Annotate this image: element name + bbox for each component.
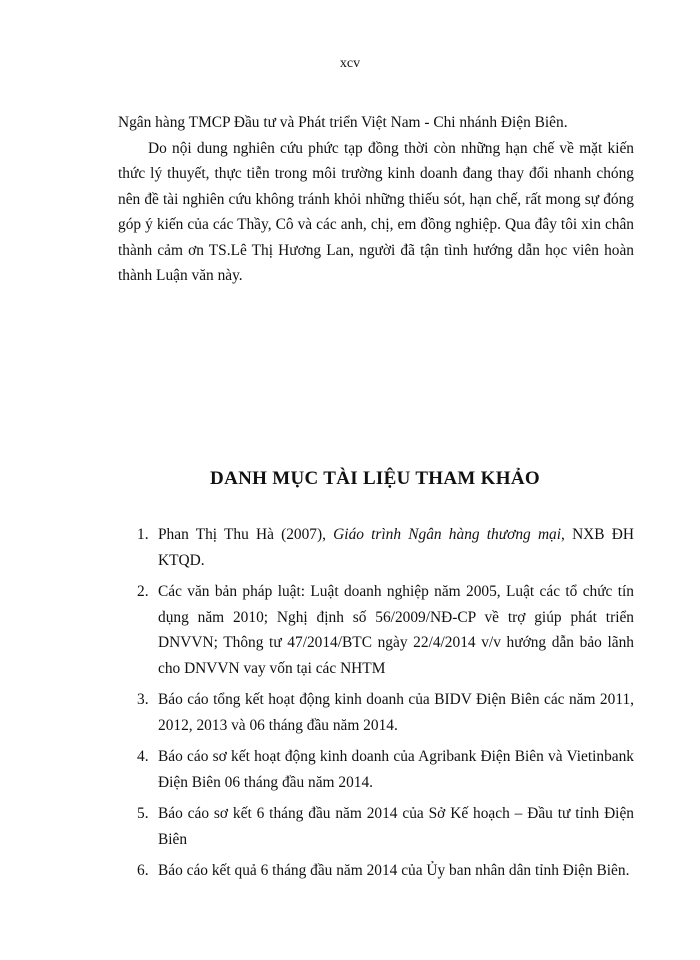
- reference-item-6: [128, 858, 634, 884]
- reference-item-5: [128, 801, 634, 852]
- reference-text: Báo cáo tổng kết hoạt động kinh doanh của BIDV Điện Biên các năm 2011, 2012, 2013 và 06 tháng đầu năm 2014.: [158, 691, 634, 734]
- reference-item-1: [128, 522, 634, 573]
- reference-text: Báo cáo kết quả 6 tháng đầu năm 2014 của Ủy ban nhân dân tỉnh Điện Biên.: [158, 862, 630, 879]
- reference-author-year: Phan Thị Thu Hà (2007),: [158, 526, 334, 543]
- intro-line-1: Ngân hàng TMCP Đầu tư và Phát triển Việt Nam - Chi nhánh Điện Biên.: [118, 114, 568, 131]
- reference-number: 4.: [137, 748, 149, 765]
- reference-text: Báo cáo sơ kết 6 tháng đầu năm 2014 của Sở Kế hoạch – Đầu tư tỉnh Điện Biên: [158, 805, 634, 848]
- reference-text: Các văn bản pháp luật: Luật doanh nghiệp năm 2005, Luật các tổ chức tín dụng năm 2010; Nghị định số 56/2009/NĐ-CP về trợ giúp phát triển DNVVN; Thông tư 47/2014/BTC ngày 22/4/2014 v/v hướng dẫn bảo lãnh cho DNVVN vay vốn tại các NHTM: [158, 583, 634, 677]
- reference-number: 6.: [137, 862, 149, 879]
- reference-item-2: [128, 579, 634, 681]
- intro-text: [118, 110, 634, 289]
- reference-number: 5.: [137, 805, 149, 822]
- reference-number: 2.: [137, 583, 149, 600]
- references-heading: DANH MỤC TÀI LIỆU THAM KHẢO: [210, 468, 540, 489]
- reference-book-title: Giáo trình Ngân hàng thương mại: [333, 526, 562, 543]
- reference-publisher: , NXB ĐH KTQD.: [158, 526, 634, 569]
- reference-list: [128, 522, 634, 890]
- page-number: xcv: [339, 56, 361, 71]
- reference-number: 1.: [137, 526, 149, 543]
- reference-item-4: [128, 744, 634, 795]
- reference-text: Báo cáo sơ kết hoạt động kinh doanh của Agribank Điện Biên và Vietinbank Điện Biên 06 tháng đầu năm 2014.: [158, 748, 634, 791]
- reference-item-3: [128, 687, 634, 738]
- intro-paragraph-2: Do nội dung nghiên cứu phức tạp đồng thời còn những hạn chế về mặt kiến thức lý thuyết, thực tiễn trong môi trường kinh doanh đang thay đổi nhanh chóng nên đề tài nghiên cứu không tránh khỏi những thiếu sót, hạn chế, rất mong sự đóng góp ý kiến của các Thầy, Cô và các anh, chị, em đồng nghiệp. Qua đây tôi xin chân thành cảm ơn TS.Lê Thị Hương Lan, người đã tận tình hướng dẫn học viên hoàn thành Luận văn này.: [118, 139, 634, 284]
- reference-number: 3.: [137, 691, 149, 708]
